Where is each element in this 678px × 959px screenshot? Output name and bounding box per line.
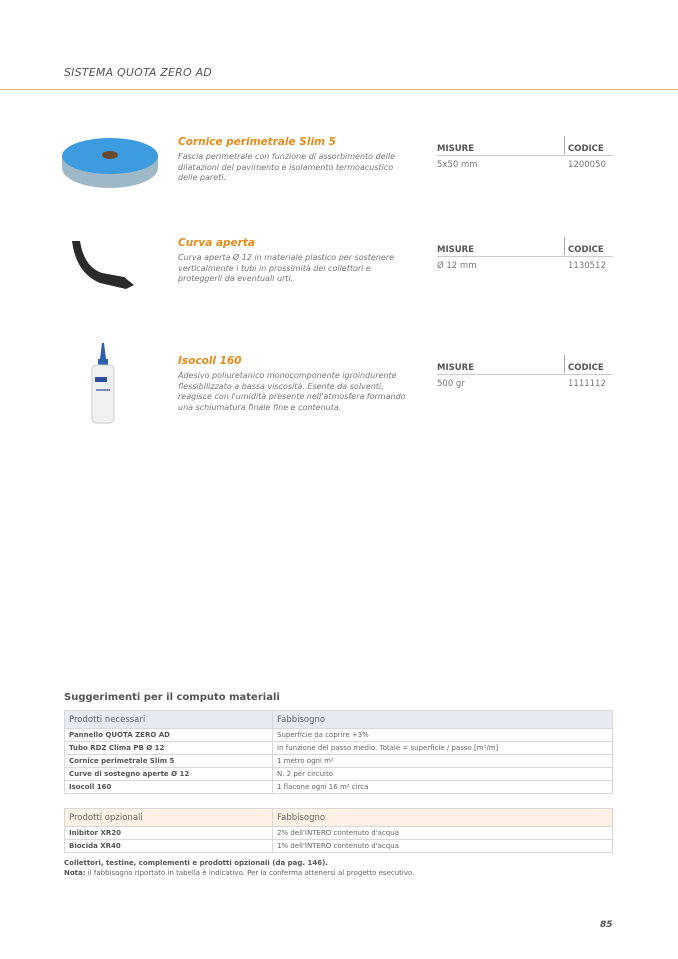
table-header-row (65, 711, 613, 729)
table-row (65, 742, 613, 755)
product-cell: Isocoll 160 (65, 781, 273, 794)
spec-table (437, 359, 613, 389)
requirement-cell: 2% dell'INTERO contenuto d'acqua (273, 827, 613, 840)
misure-header: MISURE (437, 144, 474, 154)
notes (64, 858, 414, 878)
product-cell: Curve di sostegno aperte Ø 12 (65, 768, 273, 781)
codice-header: CODICE (564, 237, 604, 255)
table-row (65, 729, 613, 742)
requirement-cell: Superficie da coprire +3% (273, 729, 613, 742)
requirement-cell: Fabbisogno (273, 809, 613, 827)
required-products-table (64, 710, 613, 794)
product-cell: Pannello QUOTA ZERO AD (65, 729, 273, 742)
requirement-cell: Fabbisogno (273, 711, 613, 729)
product-cell: Cornice perimetrale Slim 5 (65, 755, 273, 768)
product-cell: Prodotti opzionali (65, 809, 273, 827)
requirement-cell: 1 metro ogni m² (273, 755, 613, 768)
product-cell: Biocida XR40 (65, 840, 273, 853)
product-title: Cornice perimetrale Slim 5 (178, 136, 336, 148)
requirement-cell: 1 flacone ogni 16 m² circa (273, 781, 613, 794)
requirement-cell: 1% dell'INTERO contenuto d'acqua (273, 840, 613, 853)
section-header: SISTEMA QUOTA ZERO AD (64, 66, 212, 79)
requirement-cell: N. 2 per circuito (273, 768, 613, 781)
table-row (65, 768, 613, 781)
foam-roll-image (60, 136, 160, 191)
misure-value: 500 gr (437, 379, 465, 389)
note-label: Nota: (64, 869, 86, 877)
note-text: il fabbisogno riportato in tabella è indicativo. Per la conferma attenersi al progetto esecutivo. (85, 869, 415, 877)
misure-value: Ø 12 mm (437, 261, 477, 271)
spec-table (437, 140, 613, 170)
suggestions-title: Suggerimenti per il computo materiali (64, 692, 280, 703)
table-row (65, 827, 613, 840)
adhesive-bottle-image (88, 343, 118, 425)
table-row (65, 781, 613, 794)
pipe-bend-support-image (68, 239, 140, 291)
product-title: Isocoll 160 (178, 355, 242, 367)
product-description: Fascia perimetrale con funzione di assorbimento delle dilatazioni del pavimento e isolamento termoacustico delle pareti. (178, 152, 395, 182)
misure-value: 5x50 mm (437, 160, 478, 170)
note-catalog-ref: Collettori, testine, complementi e prodotti opzionali (da pag. 146). (64, 859, 328, 867)
misure-header: MISURE (437, 245, 474, 255)
header-divider (0, 89, 678, 90)
table-header-row (65, 809, 613, 827)
product-cell: Inibitor XR20 (65, 827, 273, 840)
codice-value: 1200050 (568, 160, 606, 170)
product-title: Curva aperta (178, 237, 255, 249)
spec-table (437, 241, 613, 271)
misure-header: MISURE (437, 363, 474, 373)
product-cell: Tubo RDZ Clima PB Ø 12 (65, 742, 273, 755)
product-description: Adesivo poliuretanico monocomponente igroindurente flessibilizzato a bassa viscosità. Esente da solventi, reagisce con l'umidità presente nell'atmosfera formando una schiumatura finale fine e contenuta. (178, 371, 406, 412)
codice-value: 1130512 (568, 261, 606, 271)
table-row (65, 755, 613, 768)
codice-value: 1111112 (568, 379, 606, 389)
table-row (65, 840, 613, 853)
page-number: 85 (600, 920, 613, 930)
codice-header: CODICE (564, 355, 604, 373)
product-cell: Prodotti necessari (65, 711, 273, 729)
product-description: Curva aperta Ø 12 in materiale plastico per sostenere verticalmente i tubi in prossimità dei collettori e proteggerli da eventuali urti. (178, 253, 395, 283)
codice-header: CODICE (564, 136, 604, 154)
requirement-cell: In funzione del passo medio. Totale = superficie / passo [m²/m] (273, 742, 613, 755)
optional-products-table (64, 808, 613, 853)
